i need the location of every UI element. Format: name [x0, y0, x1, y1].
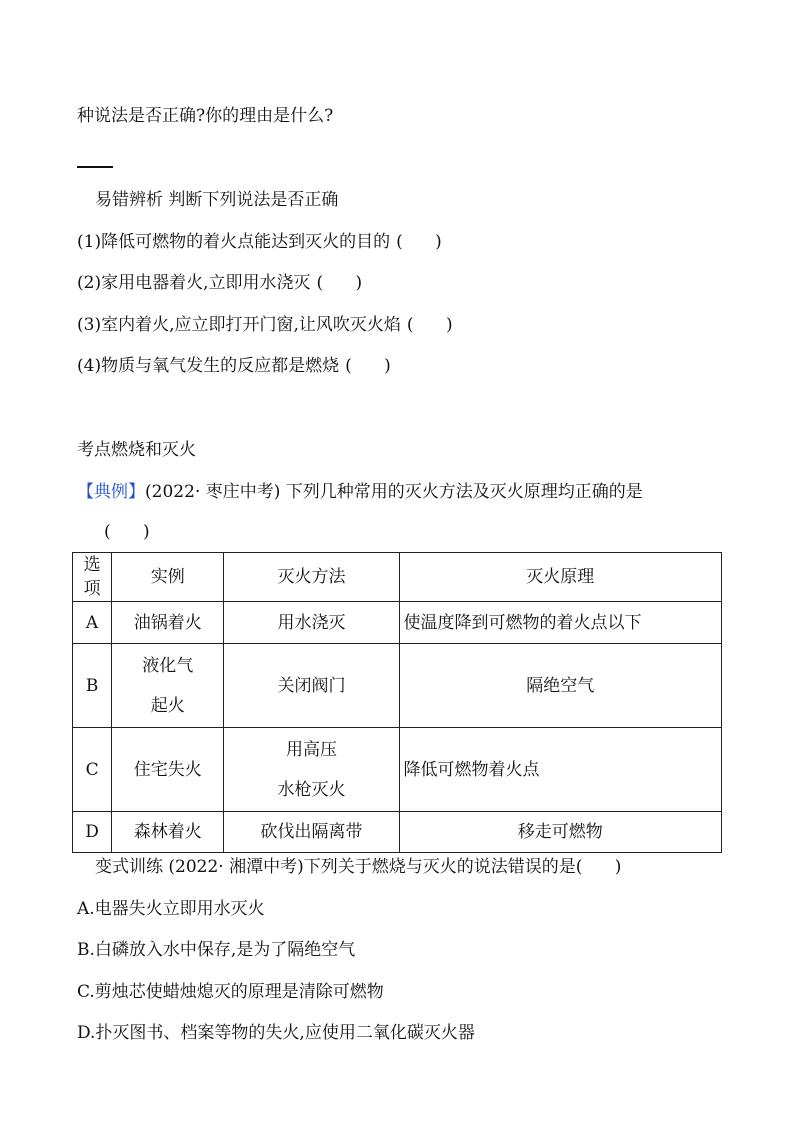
identify-heading: 易错辨析 判断下列说法是否正确 — [95, 190, 339, 210]
table-header-case: 实例 — [112, 553, 224, 602]
identify-item-text: (4)物质与氧气发生的反应都是燃烧 — [77, 356, 340, 376]
method-line-1: 用高压 — [285, 739, 337, 760]
principle-cell: 降低可燃物着火点 — [399, 728, 721, 812]
variant-option-c: C.剪烛芯使蜡烛熄灭的原理是清除可燃物 — [77, 982, 384, 1002]
principle-cell: 移走可燃物 — [399, 812, 721, 853]
case-line-1: 森林着火 — [133, 822, 202, 842]
option-cell: B — [73, 644, 112, 728]
table-header-method: 灭火方法 — [224, 553, 399, 602]
variant-stem: 变式训练 (2022· 湘潭中考)下列关于燃烧与灭火的说法错误的是( ) — [95, 857, 622, 877]
variant-option-b: B.白磷放入水中保存,是为了隔绝空气 — [77, 940, 356, 960]
example-answer-blank: ( ) — [104, 522, 150, 542]
answer-blank: ( ) — [396, 232, 442, 252]
variant-option-a: A.电器失火立即用水灭火 — [77, 899, 265, 919]
answer-blank: ( ) — [406, 315, 453, 335]
case-cell — [112, 644, 224, 728]
answer-blank: ( ) — [316, 273, 363, 293]
method-cell — [224, 728, 399, 812]
question-continuation: 种说法是否正确?你的理由是什么? — [77, 106, 334, 126]
table-header-principle: 灭火原理 — [399, 553, 721, 602]
example-stem — [77, 480, 643, 504]
case-line-2: 起火 — [150, 695, 185, 716]
answer-blank: ( ) — [345, 356, 391, 376]
table-header-option: 选项 — [73, 553, 112, 602]
identify-item-text: (3)室内着火,应立即打开门窗,让风吹灭火焰 — [77, 315, 401, 335]
principle-cell: 隔绝空气 — [399, 644, 721, 728]
identify-item-text: (2)家用电器着火,立即用水浇灭 — [77, 273, 311, 293]
identify-item-4 — [77, 354, 391, 378]
option-cell: D — [73, 812, 112, 853]
example-question: (2022· 枣庄中考) 下列几种常用的灭火方法及灭火原理均正确的是 — [145, 482, 643, 502]
method-cell — [224, 644, 399, 728]
table-row — [73, 644, 722, 728]
table-header-row — [73, 553, 722, 602]
method-line-2: 水枪灭火 — [277, 779, 346, 800]
table-row — [73, 602, 722, 644]
method-line-1: 用水浇灭 — [277, 612, 346, 633]
case-cell — [112, 812, 224, 853]
example-tag: 【典例】 — [77, 482, 145, 502]
answer-line — [77, 166, 113, 168]
option-cell: C — [73, 728, 112, 812]
method-cell — [224, 812, 399, 853]
case-cell — [112, 728, 224, 812]
table-row — [73, 812, 722, 853]
identify-item-3 — [77, 313, 453, 337]
case-line-1: 液化气 — [142, 655, 194, 676]
case-cell — [112, 602, 224, 644]
case-line-1: 住宅失火 — [133, 759, 202, 780]
section-title: 考点燃烧和灭火 — [77, 440, 196, 460]
case-line-1: 油锅着火 — [133, 612, 202, 633]
identify-item-2 — [77, 271, 362, 295]
identify-item-text: (1)降低可燃物的着火点能达到灭火的目的 — [77, 232, 391, 252]
principle-cell: 使温度降到可燃物的着火点以下 — [399, 602, 721, 644]
option-cell: A — [73, 602, 112, 644]
table-row — [73, 728, 722, 812]
method-cell — [224, 602, 399, 644]
method-line-1: 关闭阀门 — [277, 675, 346, 696]
method-line-1: 砍伐出隔离带 — [260, 822, 363, 842]
variant-option-d: D.扑灭图书、档案等物的失火,应使用二氧化碳灭火器 — [77, 1023, 475, 1043]
identify-item-1 — [77, 230, 442, 254]
extinguish-table — [72, 552, 722, 853]
